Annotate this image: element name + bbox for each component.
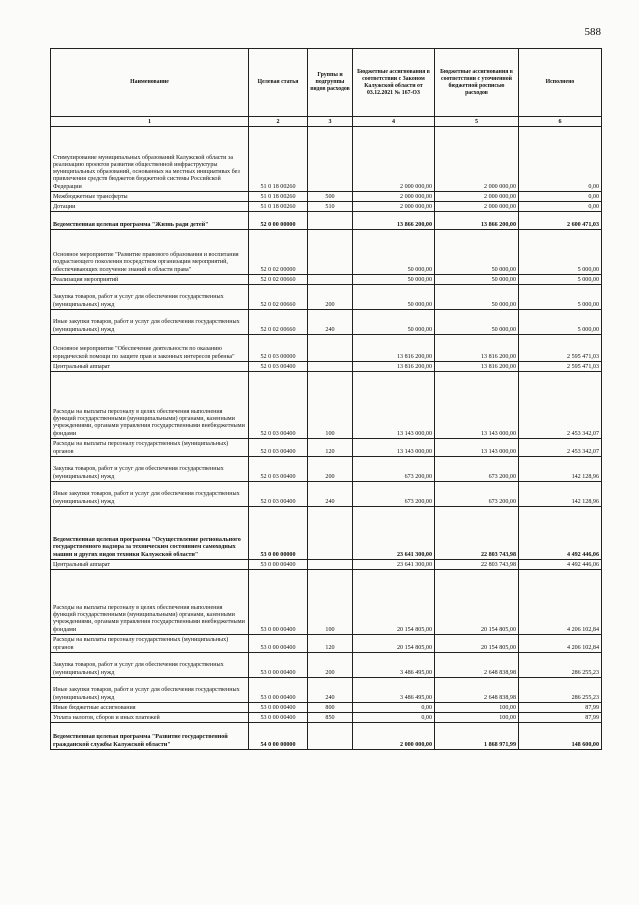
table-row xyxy=(51,570,602,635)
table-row xyxy=(51,653,602,678)
table-header-row xyxy=(51,49,602,117)
row-name: Иные бюджетные ассигнования xyxy=(51,703,249,713)
row-refined-amount: 2 000 000,00 xyxy=(435,192,519,202)
row-name: Закупка товаров, работ и услуг для обеспечения государственных (муниципальных) нужд xyxy=(51,653,249,678)
row-name: Иные закупки товаров, работ и услуг для обеспечения государственных (муниципальных) нужд xyxy=(51,678,249,703)
page-number: 588 xyxy=(584,26,601,38)
row-group-code: 510 xyxy=(308,202,353,212)
row-group-code xyxy=(308,560,353,570)
row-refined-amount: 13 866 200,00 xyxy=(435,212,519,230)
row-group-code: 240 xyxy=(308,310,353,335)
col-header-group: Группы и подгруппы видов расходов xyxy=(308,49,353,117)
row-refined-amount: 13 816 200,00 xyxy=(435,335,519,362)
column-number: 6 xyxy=(519,117,602,127)
row-group-code: 120 xyxy=(308,439,353,457)
row-name: Закупка товаров, работ и услуг для обеспечения государственных (муниципальных) нужд xyxy=(51,285,249,310)
row-refined-amount: 22 803 743,98 xyxy=(435,560,519,570)
row-refined-amount: 50 000,00 xyxy=(435,310,519,335)
row-target-code: 52 0 02 00660 xyxy=(249,310,308,335)
row-name: Расходы на выплаты персоналу в целях обеспечения выполнения функций государственными (муниципальными) органами, казенными учреждениями, органами управления государственными внебюджетными фондами xyxy=(51,570,249,635)
row-refined-amount: 50 000,00 xyxy=(435,230,519,275)
row-law-amount: 20 154 805,00 xyxy=(353,635,435,653)
row-executed-amount: 4 206 102,84 xyxy=(519,635,602,653)
row-law-amount: 50 000,00 xyxy=(353,310,435,335)
table-row xyxy=(51,335,602,362)
row-refined-amount: 2 000 000,00 xyxy=(435,127,519,192)
row-target-code: 52 0 03 00400 xyxy=(249,372,308,439)
row-executed-amount: 2 595 471,03 xyxy=(519,335,602,362)
row-refined-amount: 100,00 xyxy=(435,703,519,713)
row-group-code xyxy=(308,230,353,275)
row-group-code: 100 xyxy=(308,372,353,439)
row-name: Ведомственная целевая программа "Жизнь ради детей" xyxy=(51,212,249,230)
row-refined-amount: 2 000 000,00 xyxy=(435,202,519,212)
table-row xyxy=(51,230,602,275)
table-row xyxy=(51,723,602,750)
row-law-amount: 13 866 200,00 xyxy=(353,212,435,230)
table-row xyxy=(51,703,602,713)
row-group-code xyxy=(308,507,353,560)
row-refined-amount: 2 648 838,98 xyxy=(435,653,519,678)
row-group-code: 100 xyxy=(308,570,353,635)
row-group-code: 240 xyxy=(308,482,353,507)
row-refined-amount: 50 000,00 xyxy=(435,275,519,285)
row-group-code: 200 xyxy=(308,653,353,678)
row-law-amount: 50 000,00 xyxy=(353,230,435,275)
row-law-amount: 0,00 xyxy=(353,703,435,713)
col-header-law: Бюджетные ассигнования в соответствии с Законом Калужской области от 03.12.2021 № 167-ОЗ xyxy=(353,49,435,117)
row-name: Закупка товаров, работ и услуг для обеспечения государственных (муниципальных) нужд xyxy=(51,457,249,482)
row-name: Ведомственная целевая программа "Осуществление регионального государственного надзора за техническим состоянием самоходных машин и других видов техники Калужской области" xyxy=(51,507,249,560)
table-row xyxy=(51,439,602,457)
row-group-code xyxy=(308,127,353,192)
table-row xyxy=(51,372,602,439)
row-refined-amount: 13 143 000,00 xyxy=(435,439,519,457)
row-law-amount: 13 143 000,00 xyxy=(353,439,435,457)
row-group-code xyxy=(308,362,353,372)
row-executed-amount: 0,00 xyxy=(519,127,602,192)
row-group-code xyxy=(308,212,353,230)
table-row xyxy=(51,507,602,560)
column-number: 1 xyxy=(51,117,249,127)
row-law-amount: 2 000 000,00 xyxy=(353,202,435,212)
row-refined-amount: 13 143 000,00 xyxy=(435,372,519,439)
row-law-amount: 2 000 000,00 xyxy=(353,192,435,202)
row-refined-amount: 673 200,00 xyxy=(435,457,519,482)
row-law-amount: 673 200,00 xyxy=(353,457,435,482)
row-group-code: 500 xyxy=(308,192,353,202)
table-row xyxy=(51,192,602,202)
col-header-target: Целевая статья xyxy=(249,49,308,117)
row-executed-amount: 0,00 xyxy=(519,202,602,212)
col-header-refined: Бюджетные ассигнования в соответствии с уточненной бюджетной росписью расходов xyxy=(435,49,519,117)
row-law-amount: 13 816 200,00 xyxy=(353,335,435,362)
row-law-amount: 3 486 495,00 xyxy=(353,678,435,703)
column-number: 3 xyxy=(308,117,353,127)
row-target-code: 53 0 00 00000 xyxy=(249,507,308,560)
table-row xyxy=(51,713,602,723)
row-name: Иные закупки товаров, работ и услуг для обеспечения государственных (муниципальных) нужд xyxy=(51,310,249,335)
column-number: 5 xyxy=(435,117,519,127)
col-header-done: Исполнено xyxy=(519,49,602,117)
row-target-code: 52 0 03 00400 xyxy=(249,482,308,507)
row-executed-amount: 4 206 102,84 xyxy=(519,570,602,635)
row-name: Иные закупки товаров, работ и услуг для обеспечения государственных (муниципальных) нужд xyxy=(51,482,249,507)
row-law-amount: 673 200,00 xyxy=(353,482,435,507)
row-name: Реализация мероприятий xyxy=(51,275,249,285)
row-name: Уплата налогов, сборов и иных платежей xyxy=(51,713,249,723)
row-group-code xyxy=(308,275,353,285)
table-row xyxy=(51,275,602,285)
row-law-amount: 23 641 300,00 xyxy=(353,507,435,560)
row-name: Расходы на выплаты персоналу государственных (муниципальных) органов xyxy=(51,635,249,653)
table-row xyxy=(51,212,602,230)
budget-table xyxy=(50,48,602,750)
row-executed-amount: 286 255,23 xyxy=(519,653,602,678)
row-target-code: 51 0 18 00260 xyxy=(249,192,308,202)
row-group-code: 120 xyxy=(308,635,353,653)
row-target-code: 53 0 00 00400 xyxy=(249,560,308,570)
row-group-code xyxy=(308,335,353,362)
table-row xyxy=(51,457,602,482)
row-target-code: 52 0 02 00660 xyxy=(249,275,308,285)
row-name: Основное мероприятие "Обеспечение деятельности по оказанию юридической помощи по защите прав и законных интересов ребенка" xyxy=(51,335,249,362)
row-law-amount: 2 000 000,00 xyxy=(353,723,435,750)
row-group-code xyxy=(308,723,353,750)
table-row xyxy=(51,285,602,310)
row-executed-amount: 2 595 471,03 xyxy=(519,362,602,372)
row-executed-amount: 5 000,00 xyxy=(519,275,602,285)
row-executed-amount: 142 128,96 xyxy=(519,457,602,482)
row-name: Центральный аппарат xyxy=(51,560,249,570)
row-refined-amount: 2 648 838,98 xyxy=(435,678,519,703)
row-target-code: 51 0 18 00260 xyxy=(249,127,308,192)
row-target-code: 53 0 00 00400 xyxy=(249,713,308,723)
row-law-amount: 13 143 000,00 xyxy=(353,372,435,439)
row-name: Центральный аппарат xyxy=(51,362,249,372)
row-name: Стимулирование муниципальных образований Калужской области за реализацию проектов развития общественной инфраструктуры муниципальных образований, основанных на местных инициативах без привлечения средств бюджетов бюджетной системы Российской Федерации xyxy=(51,127,249,192)
row-law-amount: 23 641 300,00 xyxy=(353,560,435,570)
table-row xyxy=(51,678,602,703)
row-name: Расходы на выплаты персоналу государственных (муниципальных) органов xyxy=(51,439,249,457)
row-refined-amount: 22 803 743,98 xyxy=(435,507,519,560)
row-target-code: 53 0 00 00400 xyxy=(249,653,308,678)
row-executed-amount: 5 000,00 xyxy=(519,230,602,275)
table-row xyxy=(51,362,602,372)
row-refined-amount: 1 868 971,99 xyxy=(435,723,519,750)
row-target-code: 53 0 00 00400 xyxy=(249,635,308,653)
row-executed-amount: 4 492 446,06 xyxy=(519,560,602,570)
row-target-code: 54 0 00 00000 xyxy=(249,723,308,750)
row-refined-amount: 673 200,00 xyxy=(435,482,519,507)
row-name: Основное мероприятие "Развитие правового образования и воспитания подрастающего поколения посредством организации мероприятий, обеспечивающих получение знаний в области права" xyxy=(51,230,249,275)
row-name: Межбюджетные трансферты xyxy=(51,192,249,202)
row-executed-amount: 0,00 xyxy=(519,192,602,202)
row-name: Дотации xyxy=(51,202,249,212)
table-row xyxy=(51,635,602,653)
row-target-code: 52 0 03 00000 xyxy=(249,335,308,362)
table-row xyxy=(51,202,602,212)
table-row xyxy=(51,310,602,335)
row-executed-amount: 2 600 471,03 xyxy=(519,212,602,230)
row-law-amount: 50 000,00 xyxy=(353,285,435,310)
col-header-name: Наименование xyxy=(51,49,249,117)
row-target-code: 52 0 03 00400 xyxy=(249,362,308,372)
row-name: Ведомственная целевая программа "Развитие государственной гражданской службы Калужской области" xyxy=(51,723,249,750)
row-executed-amount: 2 453 342,07 xyxy=(519,372,602,439)
table-row xyxy=(51,482,602,507)
row-executed-amount: 5 000,00 xyxy=(519,310,602,335)
column-number: 2 xyxy=(249,117,308,127)
row-law-amount: 13 816 200,00 xyxy=(353,362,435,372)
row-executed-amount: 142 128,96 xyxy=(519,482,602,507)
column-number-row xyxy=(51,117,602,127)
row-law-amount: 2 000 000,00 xyxy=(353,127,435,192)
row-law-amount: 0,00 xyxy=(353,713,435,723)
row-group-code: 200 xyxy=(308,457,353,482)
table-body xyxy=(51,127,602,750)
row-refined-amount: 20 154 805,00 xyxy=(435,570,519,635)
row-refined-amount: 50 000,00 xyxy=(435,285,519,310)
row-target-code: 52 0 02 00000 xyxy=(249,230,308,275)
row-target-code: 52 0 03 00400 xyxy=(249,457,308,482)
row-group-code: 240 xyxy=(308,678,353,703)
row-refined-amount: 20 154 805,00 xyxy=(435,635,519,653)
row-target-code: 53 0 00 00400 xyxy=(249,570,308,635)
row-target-code: 52 0 00 00000 xyxy=(249,212,308,230)
row-law-amount: 20 154 805,00 xyxy=(353,570,435,635)
column-number: 4 xyxy=(353,117,435,127)
row-refined-amount: 100,00 xyxy=(435,713,519,723)
row-group-code: 800 xyxy=(308,703,353,713)
row-executed-amount: 286 255,23 xyxy=(519,678,602,703)
row-executed-amount: 87,99 xyxy=(519,713,602,723)
row-executed-amount: 4 492 446,06 xyxy=(519,507,602,560)
row-target-code: 53 0 00 00400 xyxy=(249,703,308,713)
row-target-code: 52 0 02 00660 xyxy=(249,285,308,310)
row-executed-amount: 87,99 xyxy=(519,703,602,713)
row-executed-amount: 148 600,00 xyxy=(519,723,602,750)
row-group-code: 200 xyxy=(308,285,353,310)
row-law-amount: 50 000,00 xyxy=(353,275,435,285)
row-name: Расходы на выплаты персоналу в целях обеспечения выполнения функций государственными (муниципальными) органами, казенными учреждениями, органами управления государственными внебюджетными фондами xyxy=(51,372,249,439)
row-executed-amount: 2 453 342,07 xyxy=(519,439,602,457)
table-row xyxy=(51,127,602,192)
row-law-amount: 3 486 495,00 xyxy=(353,653,435,678)
row-executed-amount: 5 000,00 xyxy=(519,285,602,310)
row-target-code: 51 0 18 00260 xyxy=(249,202,308,212)
row-target-code: 52 0 03 00400 xyxy=(249,439,308,457)
row-refined-amount: 13 816 200,00 xyxy=(435,362,519,372)
row-target-code: 53 0 00 00400 xyxy=(249,678,308,703)
table-row xyxy=(51,560,602,570)
row-group-code: 850 xyxy=(308,713,353,723)
